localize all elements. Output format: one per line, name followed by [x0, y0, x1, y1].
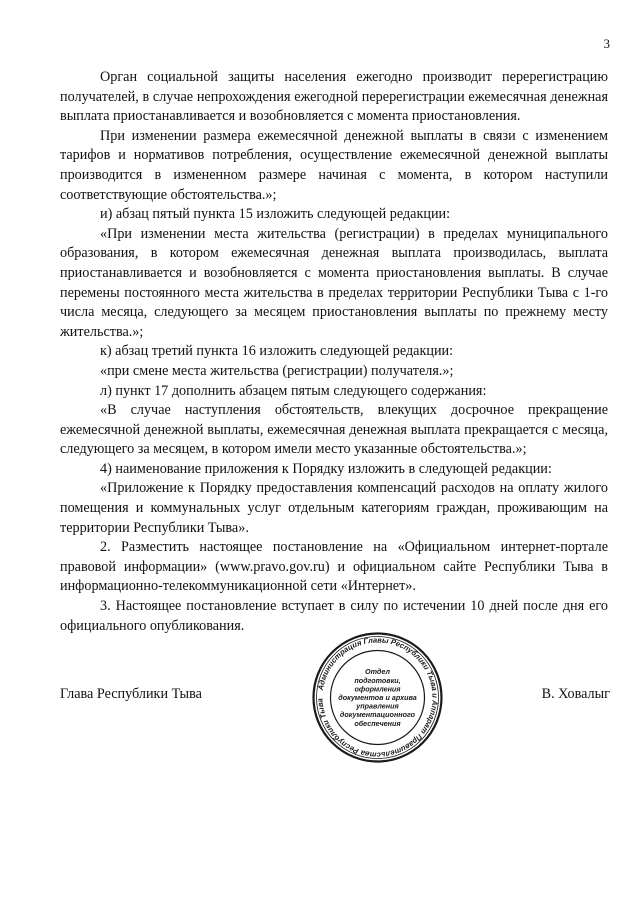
- stamp-text-line: обеспечения: [354, 718, 401, 728]
- stamp-text-line: документационного: [339, 710, 416, 720]
- signatory-name: В. Ховалыг: [541, 686, 610, 702]
- paragraph: «при смене места жительства (регистрации) получателя.»;: [100, 362, 454, 379]
- paragraph: 4) наименование приложения к Порядку изложить в следующей редакции:: [100, 460, 552, 477]
- paragraph: и) абзац пятый пункта 15 изложить следующей редакции:: [100, 206, 451, 223]
- stamp-text-line: Отдел: [365, 667, 390, 677]
- stamp-text-line: документов и архива: [338, 693, 417, 702]
- signatory-title: Глава Республики Тыва: [60, 686, 202, 702]
- paragraph: При изменении размера ежемесячной денежной выплаты в связи с изменением тарифов и нормативов потребления, осуществление ежемесячной денежной выплаты производится в измененном размере начиная с момента, в котором наступили соответствующие обстоятельства.»;: [60, 127, 608, 203]
- paragraph: «Приложение к Порядку предоставления компенсаций расходов на оплату жилого помещения и коммунальных услуг отдельным категориям граждан, проживающим на территории Республики Тыва».: [60, 480, 608, 536]
- stamp-text-line: оформления: [354, 684, 401, 694]
- paragraph: 3. Настоящее постановление вступает в силу по истечении 10 дней после дня его официального опубликования.: [60, 598, 608, 634]
- stamp-text-line: подготовки,: [354, 675, 401, 685]
- document-body: [60, 68, 608, 636]
- stamp-text-line: управления: [356, 701, 399, 711]
- paragraph: «В случае наступления обстоятельств, влекущих досрочное прекращение ежемесячной денежной выплаты, ежемесячная денежная выплата прекращается с месяца, следующего за месяцем, в котором имели место указанные обстоятельства.»;: [60, 402, 608, 458]
- paragraph: Орган социальной защиты населения ежегодно производит перерегистрацию получателей, в случае непрохождения ежегодной перерегистрации ежемесячная денежная выплата приостанавливается и возобновляется с момента приостановления.: [60, 69, 608, 125]
- paragraph: л) пункт 17 дополнить абзацем пятым следующего содержания:: [100, 382, 487, 399]
- page-number: 3: [603, 36, 610, 51]
- official-stamp: [310, 630, 445, 765]
- paragraph: 2. Разместить настоящее постановление на «Официальном интернет-портале правовой информации» (www.pravo.gov.ru) и официальном сайте Республики Тыва в информационно-телекоммуникационной сети «Интернет».: [60, 539, 608, 595]
- paragraph: к) абзац третий пункта 16 изложить следующей редакции:: [100, 343, 454, 360]
- svg-text:Администрация Главы Республики: Администрация Главы Республики Тыва и Аппарат Правительства Республики Тыва: [315, 635, 440, 760]
- paragraph: «При изменении места жительства (регистрации) в пределах муниципального образования, в котором ежемесячная денежная выплата производилась, выплата приостанавливается и возобновляется с момента приостановления выплаты. В случае перемены постоянного места жительства в пределах территории Республики Тыва с 1-го числа месяца, следующего за месяцем приостановления выплаты по прежнему месту жительства.»;: [60, 225, 608, 340]
